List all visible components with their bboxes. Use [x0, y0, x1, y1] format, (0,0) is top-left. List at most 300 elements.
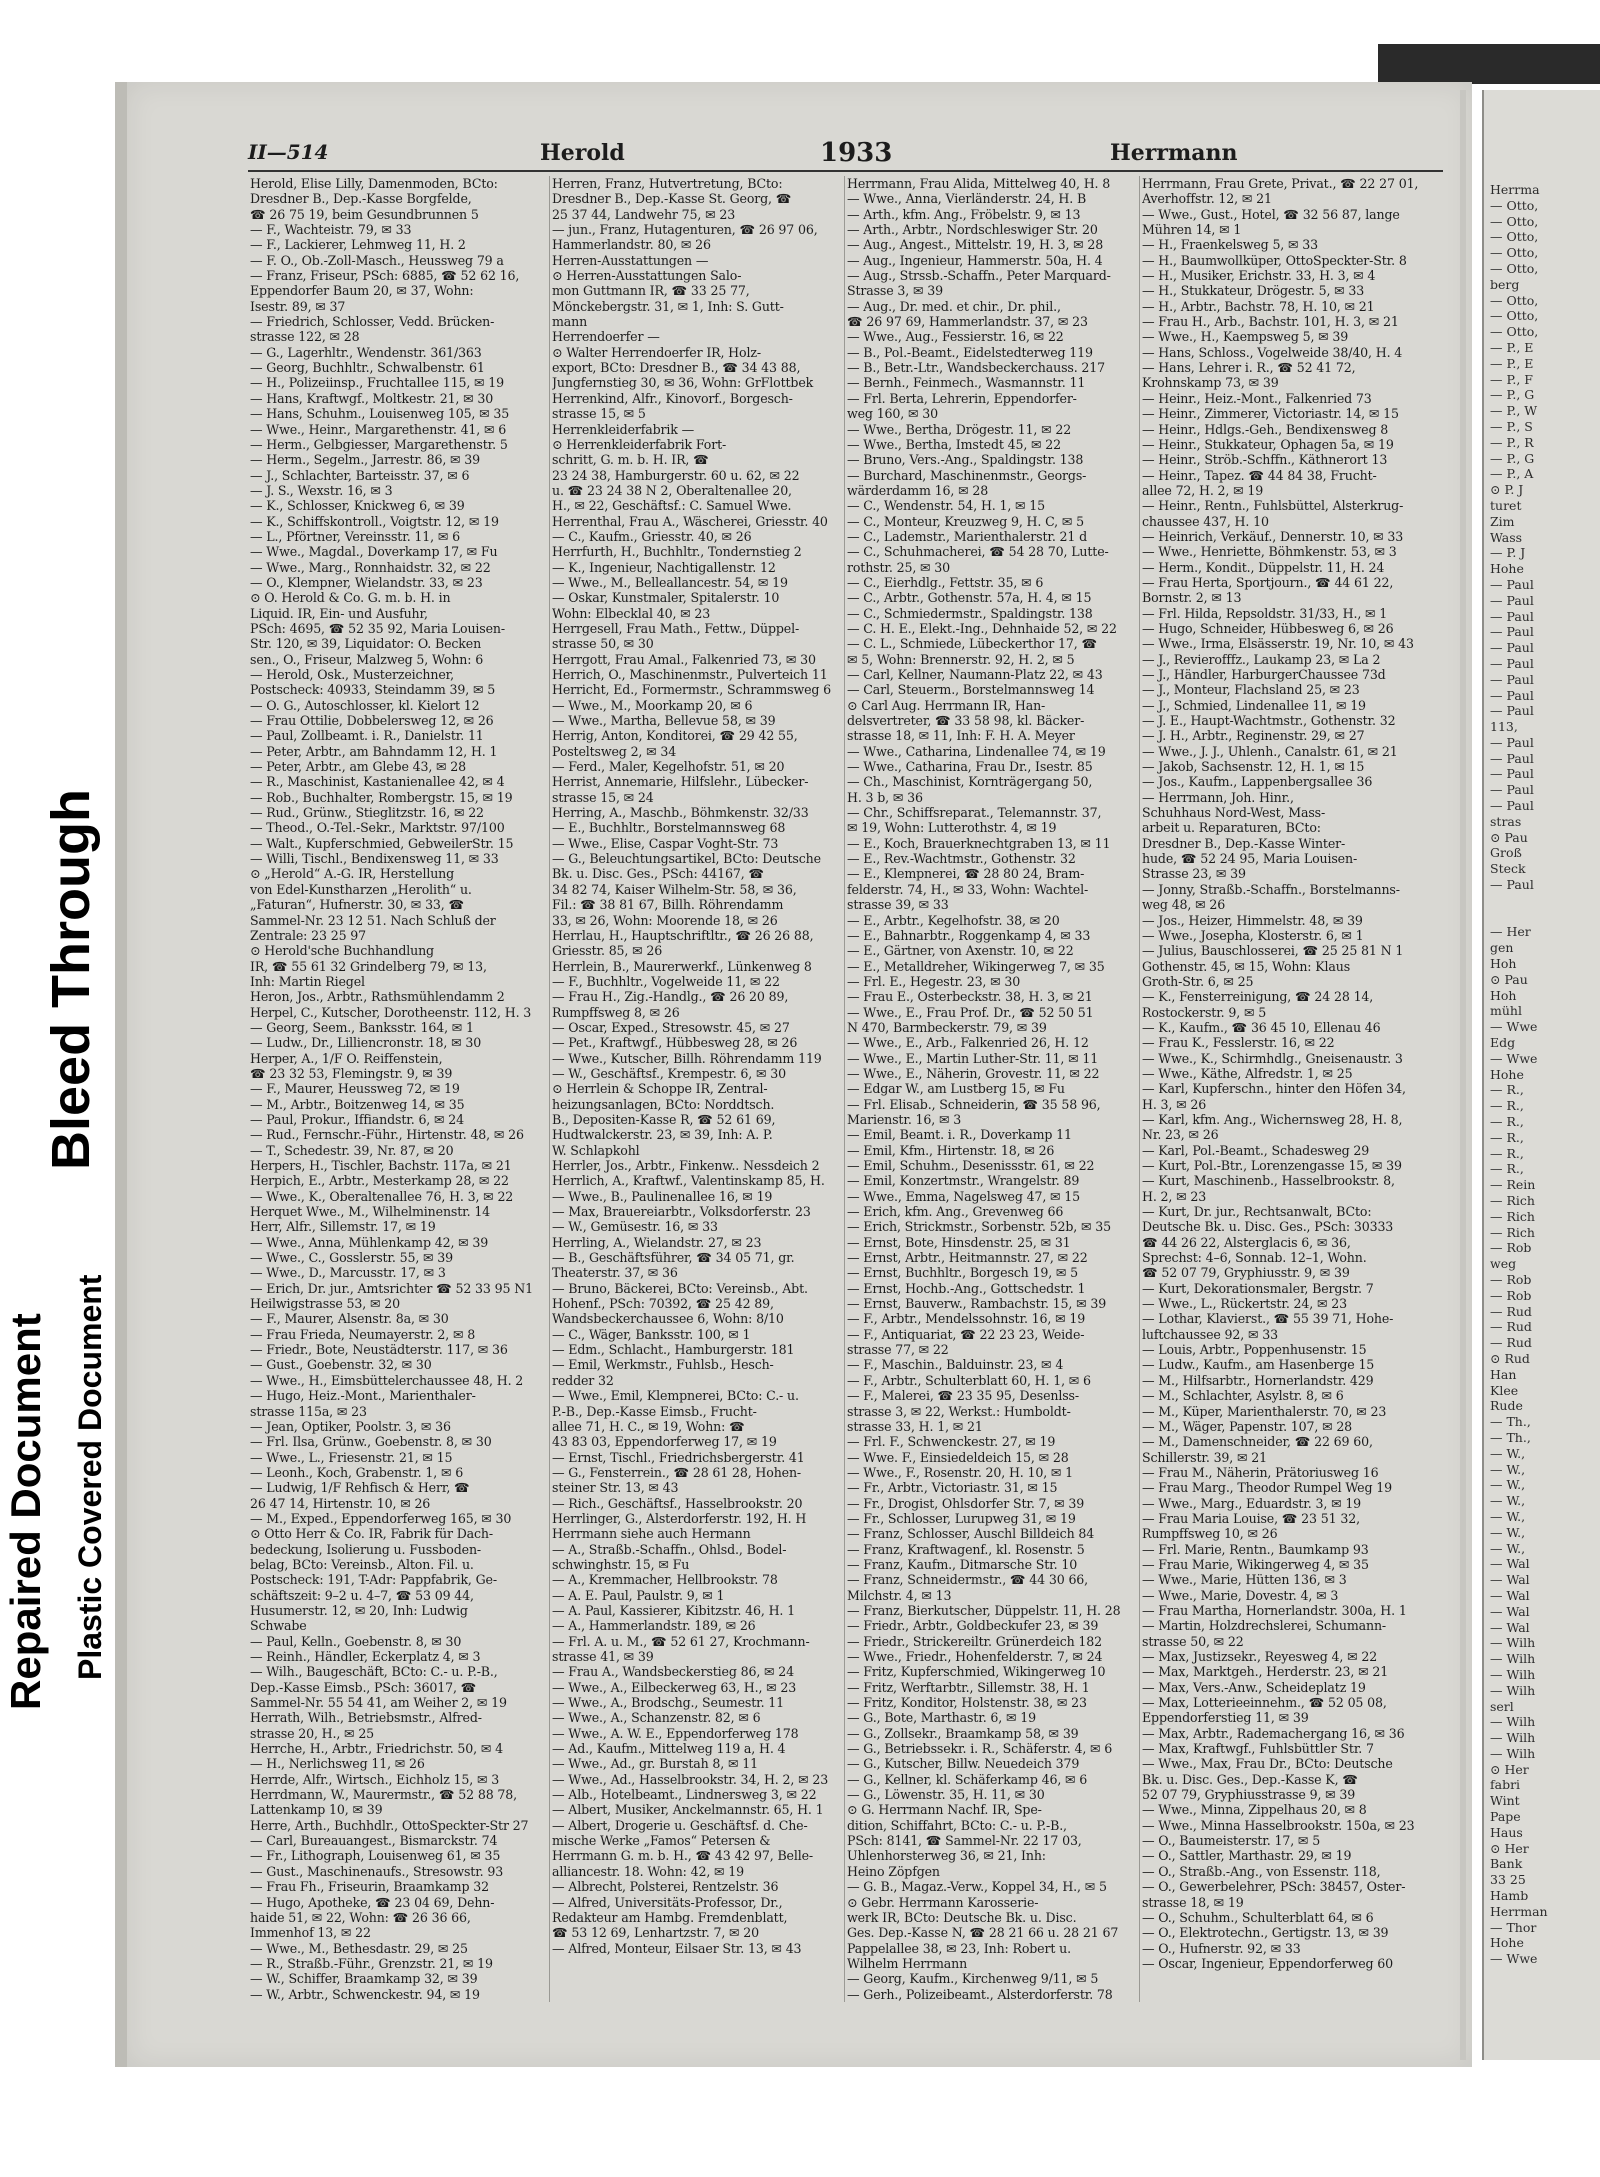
directory-column-2	[552, 176, 850, 1956]
directory-entry-line: — Peter, Arbtr., am Bahndamm 12, H. 1	[250, 743, 498, 759]
directory-entry-line: — Herm., Kondit., Düppelstr. 11, H. 24	[1142, 559, 1385, 575]
directory-entry-line: — E., Metalldreher, Wikingerweg 7, ✉ 35	[847, 958, 1105, 974]
next-page-line: Pape	[1490, 1809, 1521, 1825]
directory-entry-line: Herr, Alfr., Sillemstr. 17, ✉ 19	[250, 1219, 436, 1235]
directory-entry-line: Herrmann G. m. b. H., ☎ 43 42 97, Belle-	[552, 1848, 814, 1864]
directory-entry-line: — Rud., Grünw., Stieglitzstr. 16, ✉ 22	[250, 805, 484, 821]
next-page-line: — Wal	[1490, 1572, 1530, 1588]
directory-entry-line: — Frl. Elisab., Schneiderin, ☎ 35 58 96,	[847, 1096, 1101, 1112]
page-number: II—514	[248, 140, 329, 164]
directory-entry-line: — Arth., Arbtr., Nordschleswiger Str. 20	[847, 222, 1098, 238]
directory-entry-line: Herrling, A., Wielandstr. 27, ✉ 23	[552, 1234, 762, 1250]
directory-entry-line: Redakteur am Hambg. Fremdenblatt,	[552, 1909, 788, 1925]
directory-entry-line: — Peter, Arbtr., am Glebe 43, ✉ 28	[250, 759, 467, 775]
directory-entry-line: — G., Beleuchtungsartikel, BCto: Deutsche	[552, 851, 821, 867]
next-page-line: — Rud	[1490, 1335, 1532, 1351]
directory-entry-line: — Wwe., Catharina, Frau Dr., Isestr. 85	[847, 759, 1093, 775]
header-year: 1933	[820, 138, 893, 168]
directory-entry-line: Wilhelm Herrmann	[847, 1955, 968, 1971]
directory-entry-line: Eppendorferstieg 11, ✉ 39	[1142, 1710, 1309, 1726]
page-edge	[1460, 90, 1466, 2060]
next-page-line: — Paul	[1490, 671, 1534, 687]
directory-entry-line: Immenhof 13, ✉ 22	[250, 1925, 371, 1941]
directory-entry-line: weg 48, ✉ 26	[1142, 897, 1226, 913]
directory-entry-line: Isestr. 89, ✉ 37	[250, 298, 346, 314]
next-page-line: — Rud	[1490, 1303, 1532, 1319]
directory-entry-line: Wandsbeckerchaussee 6, Wohn: 8/10	[552, 1311, 784, 1327]
directory-entry-line: — Herold, Osk., Musterzeichner,	[250, 667, 454, 682]
directory-entry-line: — H., Musiker, Erichstr. 33, H. 3, ✉ 4	[1142, 268, 1376, 284]
directory-entry-line: strasse 18, ✉ 19	[1142, 1894, 1244, 1910]
directory-entry-line: — Max, Justizsekr., Reyesweg 4, ✉ 22	[1142, 1649, 1378, 1664]
directory-entry-line: — Franz, Kraftwagenf., kl. Rosenstr. 5	[847, 1541, 1085, 1557]
directory-entry-line: Herrig, Anton, Konditorei, ☎ 29 42 55,	[552, 728, 798, 744]
directory-entry-line: — Frau H., Zig.-Handlg., ☎ 26 20 89,	[552, 989, 789, 1005]
directory-entry-line: hude, ☎ 52 24 95, Maria Louisen-	[1142, 851, 1358, 867]
directory-entry-line: — B., Geschäftsführer, ☎ 34 05 71, gr.	[552, 1250, 795, 1266]
next-page-line: Hoh	[1490, 987, 1517, 1003]
next-page-line: Hohe	[1490, 561, 1524, 577]
directory-entry-line: — Wwe., B., Paulinenallee 16, ✉ 19	[552, 1188, 773, 1204]
directory-entry-line: — Louis, Arbtr., Poppenhusenstr. 15	[1142, 1342, 1367, 1358]
header-right-word: Herrmann	[1110, 140, 1238, 166]
directory-entry-line: Herrlau, H., Hauptschriftltr., ☎ 26 26 88,	[552, 927, 814, 943]
next-page-line: 113,	[1490, 719, 1518, 735]
directory-entry-line: Hammerlandstr. 80, ✉ 26	[552, 237, 711, 253]
directory-entry-line: — Max, Brauereiarbtr., Volksdorferstr. 23	[552, 1204, 811, 1220]
directory-entry-line: — W., Schiffer, Braamkamp 32, ✉ 39	[250, 1971, 478, 1987]
directory-entry-line: — M., Exped., Eppendorferweg 165, ✉ 30	[250, 1510, 512, 1526]
directory-entry-line: — C., Monteur, Kreuzweg 9, H. C, ✉ 5	[847, 513, 1084, 529]
next-page-line: — R.,	[1490, 1098, 1524, 1114]
directory-entry-line: 23 24 38, Hamburgerstr. 60 u. 62, ✉ 22	[552, 467, 800, 483]
directory-entry-line: — Wwe., H., Eimsbüttelerchaussee 48, H. 2	[250, 1372, 524, 1388]
directory-entry-line: — Albert, Musiker, Anckelmannstr. 65, H. 1	[552, 1802, 824, 1818]
directory-entry-line: Rostockerstr. 9, ✉ 5	[1142, 1004, 1267, 1020]
directory-entry-line: — Bernh., Feinmech., Wasmannstr. 11	[847, 375, 1086, 391]
directory-entry-line: — A. Paul, Kassierer, Kibitzstr. 46, H. 1	[552, 1602, 795, 1618]
directory-entry-line: Herpers, H., Tischler, Bachstr. 117a, ✉ 21	[250, 1158, 512, 1173]
directory-entry-line: — Heinr., Ströb.-Schffn., Käthnerort 13	[1142, 452, 1388, 468]
directory-entry-line: Nr. 23, ✉ 26	[1142, 1127, 1219, 1143]
directory-entry-line: belag, BCto: Vereinsb., Alton. Fil. u.	[250, 1556, 474, 1572]
next-page-line: — Rich	[1490, 1224, 1535, 1240]
next-page-line: — Th.,	[1490, 1429, 1531, 1445]
directory-entry-line: ⊙ Herold'sche Buchhandlung	[250, 943, 434, 959]
directory-entry-line: mann	[552, 314, 588, 330]
directory-entry-line: — Wwe., Bertha, Imstedt 45, ✉ 22	[847, 436, 1062, 452]
directory-entry-line: — Wwe., Ad., gr. Burstah 8, ✉ 11	[552, 1756, 758, 1772]
directory-entry-line: Herold, Elise Lilly, Damenmoden, BCto:	[250, 176, 498, 191]
directory-entry-line: Bk. u. Disc. Ges., PSch: 44167, ☎	[552, 866, 764, 882]
next-page-line: Wint	[1490, 1793, 1520, 1809]
directory-entry-line: — J., Händler, HarburgerChaussee 73d	[1142, 667, 1386, 682]
directory-entry-line: delsvertreter, ☎ 33 58 98, kl. Bäcker-	[847, 713, 1085, 729]
next-page-line: — Rich	[1490, 1208, 1535, 1224]
directory-entry-line: — Willi, Tischl., Bendixensweg 11, ✉ 33	[250, 851, 499, 867]
directory-entry-line: — G., Bote, Marthastr. 6, ✉ 19	[847, 1710, 1036, 1726]
directory-entry-line: — Lothar, Klavierst., ☎ 55 39 71, Hohe-	[1142, 1311, 1394, 1327]
directory-entry-line: — Frau Frieda, Neumayerstr. 2, ✉ 8	[250, 1326, 476, 1342]
next-page-line: — Otto,	[1490, 229, 1539, 245]
next-page-line: — Paul	[1490, 750, 1534, 766]
next-page-line: — Paul	[1490, 734, 1534, 750]
directory-entry-line: W. Schlapkohl	[552, 1142, 640, 1158]
directory-entry-line: Rumpffsweg 10, ✉ 26	[1142, 1526, 1278, 1542]
directory-entry-line: — Kurt, Dekorationsmaler, Bergstr. 7	[1142, 1280, 1374, 1296]
directory-entry-line: ⊙ O. Herold & Co. G. m. b. H. in	[250, 590, 451, 606]
directory-entry-line: — Frl. Ilsa, Grünw., Goebenstr. 8, ✉ 30	[250, 1434, 492, 1450]
next-page-line: 33 25	[1490, 1872, 1526, 1888]
directory-entry-line: — Edm., Schlacht., Hamburgerstr. 181	[552, 1342, 795, 1358]
directory-entry-line: — Wwe., Magdal., Doverkamp 17, ✉ Fu	[250, 544, 498, 560]
directory-entry-line: — Paul, Prokur., Iffiandstr. 6, ✉ 24	[250, 1111, 464, 1127]
directory-entry-line: Herrlich, A., Kraftwf., Valentinskamp 85, H.	[552, 1173, 825, 1189]
directory-entry-line: — Herrmann, Joh. Hinr.,	[1142, 789, 1294, 805]
directory-entry-line: Mühren 14, ✉ 1	[1142, 222, 1242, 238]
directory-entry-line: ☎ 23 32 53, Flemingstr. 9, ✉ 39	[250, 1065, 453, 1081]
directory-entry-line: — Ernst, Bauverw., Rambachstr. 15, ✉ 39	[847, 1296, 1107, 1312]
directory-entry-line: — Wwe., Kutscher, Billh. Röhrendamm 119	[552, 1050, 822, 1066]
directory-entry-line: ☎ 26 97 69, Hammerlandstr. 37, ✉ 23	[847, 314, 1088, 330]
directory-entry-line: — Fr., Schlosser, Lurupweg 31, ✉ 19	[847, 1510, 1076, 1526]
directory-entry-line: mische Werke „Famos“ Petersen &	[552, 1833, 771, 1849]
directory-entry-line: Dresdner B., Dep.-Kasse St. Georg, ☎	[552, 191, 792, 207]
next-page-line: — Wwe	[1490, 1050, 1538, 1066]
directory-entry-line: — Leonh., Koch, Grabenstr. 1, ✉ 6	[250, 1464, 464, 1480]
directory-entry-line: — Herm., Gelbgiesser, Margarethenstr. 5	[250, 436, 508, 452]
directory-entry-line: — Ernst, Arbtr., Heitmannstr. 27, ✉ 22	[847, 1250, 1088, 1266]
next-page-line: — Paul	[1490, 766, 1534, 782]
directory-entry-line: — Hugo, Apotheke, ☎ 23 04 69, Dehn-	[250, 1894, 495, 1910]
directory-entry-line: — Fr., Lithograph, Louisenweg 61, ✉ 35	[250, 1848, 501, 1864]
directory-entry-line: — Wwe., Max, Frau Dr., BCto: Deutsche	[1142, 1756, 1393, 1772]
directory-entry-line: — W., Arbtr., Schwenckestr. 94, ✉ 19	[250, 1986, 480, 2002]
directory-entry-line: Herrler, Jos., Arbtr., Finkenw.. Nessdeich 2	[552, 1158, 820, 1173]
directory-entry-line: — Wwe., A., Eilbeckerweg 63, H., ✉ 23	[552, 1679, 797, 1695]
directory-entry-line: — Frau Marg., Theodor Rumpel Weg 19	[1142, 1480, 1392, 1496]
directory-entry-line: Herricht, Ed., Formermstr., Schrammsweg 6	[552, 682, 832, 698]
directory-entry-line: — Hans, Kraftwgf., Moltkestr. 21, ✉ 30	[250, 390, 494, 406]
next-page-line: — Paul	[1490, 624, 1534, 640]
directory-entry-line: — K., Schlosser, Knickweg 6, ✉ 39	[250, 498, 465, 514]
directory-entry-line: — Kurt, Pol.-Btr., Lorenzengasse 15, ✉ 39	[1142, 1158, 1402, 1173]
next-page-line: Klee	[1490, 1382, 1519, 1398]
directory-entry-line: — Oskar, Kunstmaler, Spitalerstr. 10	[552, 590, 780, 606]
directory-entry-line: Herpich, E., Arbtr., Mesterkamp 28, ✉ 22	[250, 1173, 509, 1189]
directory-entry-line: schritt, G. m. b. H. IR, ☎	[552, 452, 709, 468]
directory-entry-line: — Frau Ottilie, Dobbelersweg 12, ✉ 26	[250, 713, 494, 729]
directory-entry-line: — G., Zollsekr., Braamkamp 58, ✉ 39	[847, 1725, 1079, 1741]
directory-entry-line: H., ✉ 22, Geschäftsf.: C. Samuel Wwe.	[552, 498, 792, 514]
directory-entry-line: — H., Arbtr., Bachstr. 78, H. 10, ✉ 21	[1142, 298, 1375, 314]
directory-entry-line: — Emil, Konzertmstr., Wrangelstr. 89	[847, 1173, 1080, 1189]
directory-entry-line: — F., Lackierer, Lehmweg 11, H. 2	[250, 237, 466, 253]
next-page-line: — Wilh	[1490, 1745, 1536, 1761]
next-page-line: ⊙ Her	[1490, 1761, 1529, 1777]
next-page-line: — P., W	[1490, 403, 1538, 419]
directory-entry-line: 26 47 14, Hirtenstr. 10, ✉ 26	[250, 1495, 431, 1511]
directory-entry-line: 43 83 03, Eppendorferweg 17, ✉ 19	[552, 1434, 777, 1450]
directory-entry-line: Herren, Franz, Hutvertretung, BCto:	[552, 176, 783, 191]
directory-entry-line: — Erich, Dr. jur., Amtsrichter ☎ 52 33 95 N1	[250, 1280, 533, 1296]
directory-entry-line: — Wwe., Irma, Elsässerstr. 19, Nr. 10, ✉ 43	[1142, 636, 1414, 652]
directory-entry-line: — O., Sattler, Marthastr. 29, ✉ 19	[1142, 1848, 1352, 1864]
next-page-line: — Rob	[1490, 1271, 1532, 1287]
directory-entry-line: — O., Hufnerstr. 92, ✉ 33	[1142, 1940, 1301, 1956]
directory-entry-line: haide 51, ✉ 22, Wohn: ☎ 26 36 66,	[250, 1909, 471, 1925]
directory-entry-line: — Wwe., K., Schirmhdlg., Gneisenaustr. 3	[1142, 1050, 1403, 1066]
directory-entry-line: Krohnskamp 73, ✉ 39	[1142, 375, 1279, 391]
next-page-line: — Wwe	[1490, 1019, 1538, 1035]
directory-entry-line: — M., Arbtr., Boitzenweg 14, ✉ 35	[250, 1096, 465, 1112]
directory-entry-line: — Heinr., Tapez. ☎ 44 84 38, Frucht-	[1142, 467, 1377, 483]
directory-entry-line: — Bruno, Vers.-Ang., Spaldingstr. 138	[847, 452, 1084, 468]
directory-entry-line: — Franz, Schneidermstr., ☎ 44 30 66,	[847, 1572, 1089, 1588]
directory-entry-line: u. ☎ 23 24 38 N 2, Oberaltenallee 20,	[552, 482, 792, 498]
directory-entry-line: Herquet Wwe., M., Wilhelminenstr. 14	[250, 1204, 491, 1220]
next-page-line: Wass	[1490, 529, 1523, 545]
next-page-line: — Otto,	[1490, 308, 1539, 324]
directory-entry-line: Milchstr. 4, ✉ 13	[847, 1587, 952, 1603]
directory-entry-line: — Georg, Seem., Banksstr. 164, ✉ 1	[250, 1019, 474, 1035]
directory-entry-line: wärderdamm 16, ✉ 28	[847, 482, 989, 498]
directory-entry-line: strasse 77, ✉ 22	[847, 1342, 949, 1358]
directory-entry-line: — Wwe., M., Moorkamp 20, ✉ 6	[552, 697, 753, 713]
next-page-line: — P., R	[1490, 434, 1534, 450]
directory-entry-line: — Karl, Pol.-Beamt., Schadesweg 29	[1142, 1142, 1370, 1158]
directory-entry-line: — G., Lagerhltr., Wendenstr. 361/363	[250, 344, 482, 360]
directory-entry-line: Averhoffstr. 12, ✉ 21	[1142, 191, 1272, 207]
directory-entry-line: — O., Schuhm., Schulterblatt 64, ✉ 6	[1142, 1909, 1374, 1925]
bleed-through-label: Bleed Through	[41, 789, 101, 1170]
directory-entry-line: — G., Kellner, kl. Schäferkamp 46, ✉ 6	[847, 1771, 1088, 1787]
directory-entry-line: — C., Kaufm., Griesstr. 40, ✉ 26	[552, 528, 752, 544]
next-page-line: — Otto,	[1490, 260, 1539, 276]
directory-entry-line: Schuhhaus Nord-West, Mass-	[1142, 805, 1326, 821]
directory-entry-line: alliancestr. 18. Wohn: 42, ✉ 19	[552, 1863, 745, 1879]
next-page-line: Herrman	[1490, 1903, 1548, 1919]
directory-entry-line: Herrenkind, Alfr., Kinovorf., Borgesch-	[552, 390, 793, 406]
directory-entry-line: — F., Wachteistr. 79, ✉ 33	[250, 222, 412, 238]
directory-entry-line: — Alfred, Monteur, Eilsaer Str. 13, ✉ 43	[552, 1940, 802, 1956]
directory-entry-line: — G., Kutscher, Billw. Neuedeich 379	[847, 1756, 1080, 1772]
directory-entry-line: — F., Buchhltr., Vogelweide 11, ✉ 22	[552, 973, 780, 989]
directory-entry-line: — Karl, Kupferschn., hinter den Höfen 34,	[1142, 1081, 1406, 1097]
directory-entry-line: ✉ 19, Wohn: Lutterothstr. 4, ✉ 19	[847, 820, 1057, 836]
directory-entry-line: — B., Pol.-Beamt., Eidelstedterweg 119	[847, 344, 1093, 360]
directory-entry-line: — Wwe., M., Belleallancestr. 54, ✉ 19	[552, 574, 788, 590]
directory-entry-line: — Wwe., Heinr., Margarethenstr. 41, ✉ 6	[250, 421, 507, 437]
directory-entry-line: — E., Koch, Brauerknechtgraben 13, ✉ 11	[847, 835, 1111, 851]
directory-entry-line: — Heinr., Stukkateur, Ophagen 5a, ✉ 19	[1142, 436, 1394, 452]
directory-entry-line: — J. H., Arbtr., Reginenstr. 29, ✉ 27	[1142, 728, 1365, 744]
next-page-line: ⊙ P. J	[1490, 482, 1524, 498]
next-page-line: — Thor	[1490, 1919, 1537, 1935]
directory-entry-line: Herrde, Alfr., Wirtsch., Eichholz 15, ✉ 3	[250, 1771, 500, 1787]
directory-entry-line: — C. L., Schmiede, Lübeckerthor 17, ☎	[847, 636, 1097, 652]
directory-entry-line: strasse 15, ✉ 5	[552, 406, 646, 422]
next-page-line: — R.,	[1490, 1114, 1524, 1130]
directory-entry-line: IR, ☎ 55 61 32 Grindelberg 79, ✉ 13,	[250, 958, 487, 974]
directory-entry-line: — E., Klempnerei, ☎ 28 80 24, Bram-	[847, 866, 1085, 882]
directory-entry-line: — E., Bahnarbtr., Roggenkamp 4, ✉ 33	[847, 927, 1091, 943]
directory-entry-line: ⊙ Otto Herr & Co. IR, Fabrik für Dach-	[250, 1526, 494, 1542]
directory-entry-line: weg 160, ✉ 30	[847, 406, 938, 422]
directory-entry-line: — Wwe., Emma, Nagelsweg 47, ✉ 15	[847, 1188, 1081, 1204]
next-page-line: — Otto,	[1490, 292, 1539, 308]
next-page-line: — Paul	[1490, 608, 1534, 624]
next-page-line: — Wilh	[1490, 1730, 1536, 1746]
directory-entry-line: — M., Hilfsarbtr., Hornerlandstr. 429	[1142, 1372, 1374, 1388]
next-page-line: weg	[1490, 1256, 1517, 1272]
directory-entry-line: — O., Baumeisterstr. 17, ✉ 5	[1142, 1833, 1321, 1849]
directory-entry-line: — Burchard, Maschinenmstr., Georgs-	[847, 467, 1087, 483]
next-page-line: — Otto,	[1490, 324, 1539, 340]
directory-entry-line: — Wwe., Josepha, Klosterstr. 6, ✉ 1	[1142, 927, 1364, 943]
repaired-document-label: Repaired Document	[2, 1313, 49, 1710]
next-page-line: serl	[1490, 1698, 1514, 1714]
directory-entry-line: Herrich, O., Maschinenmstr., Pulverteich 11	[552, 667, 828, 682]
next-page-line: — P., G	[1490, 450, 1535, 466]
next-page-line: ⊙ Her	[1490, 1840, 1529, 1856]
directory-entry-line: — Edgar W., am Lustberg 15, ✉ Fu	[847, 1081, 1065, 1097]
directory-entry-line: — W., Geschäftsf., Krempestr. 6, ✉ 30	[552, 1065, 786, 1081]
directory-entry-line: — Wwe., Emil, Klempnerei, BCto: C.- u.	[552, 1388, 799, 1404]
directory-entry-line: — Fritz, Kupferschmied, Wikingerweg 10	[847, 1664, 1106, 1680]
next-page-line: — Her	[1490, 924, 1531, 940]
directory-entry-line: — Friedr., Bote, Neustädterstr. 117, ✉ 36	[250, 1342, 508, 1358]
directory-entry-line: — Wwe., A., Schanzenstr. 82, ✉ 6	[552, 1710, 761, 1726]
plastic-covered-label: Plastic Covered Document	[72, 1274, 108, 1680]
directory-entry-line: — R., Straßb.-Führ., Grenzstr. 21, ✉ 19	[250, 1955, 493, 1971]
directory-entry-line: — Ch., Maschinist, Kornträgergang 50,	[847, 774, 1093, 790]
directory-entry-line: — Wwe., Marie, Hütten 136, ✉ 3	[1142, 1572, 1347, 1588]
directory-entry-line: PSch: 4695, ☎ 52 35 92, Maria Louisen-	[250, 620, 505, 636]
directory-entry-line: — Georg, Buchhltr., Schwalbenstr. 61	[250, 360, 485, 376]
directory-entry-line: Strasse 3, ✉ 39	[847, 283, 943, 299]
next-page-line: Han	[1490, 1366, 1517, 1382]
directory-entry-line: — Friedr., Strickereiltr. Grünerdeich 182	[847, 1633, 1103, 1649]
next-page-text	[1484, 90, 1600, 1967]
directory-entry-line: Herrendoerfer —	[552, 329, 660, 345]
directory-entry-line: Schillerstr. 39, ✉ 21	[1142, 1449, 1267, 1465]
directory-entry-line: Herrenthal, Frau A., Wäscherei, Griesstr. 40	[552, 513, 828, 529]
directory-entry-line: ☎ 26 75 19, beim Gesundbrunnen 5	[250, 206, 479, 222]
directory-entry-line: Heino Zöpfgen	[847, 1863, 940, 1879]
directory-entry-line: — Arth., kfm. Ang., Fröbelstr. 9, ✉ 13	[847, 206, 1081, 222]
directory-entry-line: bedeckung, Isolierung u. Fussboden-	[250, 1541, 482, 1557]
next-page-line: — W.,	[1490, 1493, 1526, 1509]
directory-entry-line: ✉ 5, Wohn: Brennerstr. 92, H. 2, ✉ 5	[847, 651, 1075, 667]
directory-entry-line: Bornstr. 2, ✉ 13	[1142, 590, 1242, 606]
next-page-line: — W.,	[1490, 1508, 1526, 1524]
directory-entry-line: — Frl. Hilda, Repsoldstr. 31/33, H., ✉ 1	[1142, 605, 1388, 621]
directory-entry-line: — C., Schuhmacherei, ☎ 54 28 70, Lutte-	[847, 544, 1109, 560]
directory-entry-line: — Kurt, Dr. jur., Rechtsanwalt, BCto:	[1142, 1204, 1372, 1220]
directory-entry-line: — Heinr., Zimmerer, Victoriastr. 14, ✉ 15	[1142, 406, 1399, 422]
directory-entry-line: — C., Arbtr., Gothenstr. 57a, H. 4, ✉ 15	[847, 590, 1092, 606]
directory-entry-line: — Wwe., Henriette, Böhmkenstr. 53, ✉ 3	[1142, 544, 1397, 560]
directory-entry-line: — Wwe., Anna, Vierländerstr. 24, H. B	[847, 191, 1087, 207]
directory-entry-line: — C., Wendenstr. 54, H. 1, ✉ 15	[847, 498, 1046, 514]
directory-entry-line: strasse 41, ✉ 39	[552, 1649, 654, 1664]
directory-entry-line: — Aug., Dr. med. et chir., Dr. phil.,	[847, 298, 1061, 314]
next-page-line: — Wal	[1490, 1619, 1530, 1635]
directory-entry-line: strasse 20, H., ✉ 25	[250, 1725, 375, 1741]
directory-entry-line: — Max, Kraftwgf., Fuhlsbüttler Str. 7	[1142, 1741, 1374, 1757]
directory-entry-line: H. 3, ✉ 26	[1142, 1096, 1207, 1112]
directory-entry-line: strasse 33, H. 1, ✉ 21	[847, 1418, 983, 1434]
next-page-line: Hohe	[1490, 1935, 1524, 1951]
directory-entry-line: Theaterstr. 37, ✉ 36	[552, 1265, 678, 1281]
directory-entry-line: — Emil, Beamt. i. R., Doverkamp 11	[847, 1127, 1072, 1143]
directory-entry-line: Pappelallee 38, ✉ 23, Inh: Robert u.	[847, 1940, 1071, 1956]
next-page-line: ⊙ Pau	[1490, 829, 1528, 845]
directory-entry-line: — Frau Martha, Hornerlandstr. 300a, H. 1	[1142, 1602, 1407, 1618]
directory-entry-line: — Frau H., Arb., Bachstr. 101, H. 3, ✉ 21	[1142, 314, 1399, 330]
directory-entry-line: — Fritz, Konditor, Holstenstr. 38, ✉ 23	[847, 1695, 1087, 1711]
directory-entry-line: 34 82 74, Kaiser Wilhelm-Str. 58, ✉ 36,	[552, 881, 797, 897]
directory-entry-line: — Carl, Kellner, Naumann-Platz 22, ✉ 43	[847, 667, 1103, 682]
directory-entry-line: Sammel-Nr. 55 54 41, am Weiher 2, ✉ 19	[250, 1695, 507, 1711]
directory-entry-line: — O., Klempner, Wielandstr. 33, ✉ 23	[250, 574, 483, 590]
directory-entry-line: — Friedr., Arbtr., Goldbeckufer 23, ✉ 39	[847, 1618, 1099, 1634]
directory-entry-line: — Julius, Bauschlosserei, ☎ 25 25 81 N 1	[1142, 943, 1404, 959]
directory-entry-line: — Pet., Kraftwgf., Hübbesweg 28, ✉ 26	[552, 1035, 798, 1051]
directory-entry-line: Bk. u. Disc. Ges., Dep.-Kasse K, ☎	[1142, 1771, 1358, 1787]
next-page-line: — P., F	[1490, 371, 1533, 387]
next-page-line: — Paul	[1490, 576, 1534, 592]
next-page-line: — W.,	[1490, 1524, 1526, 1540]
directory-entry-line: Posteltsweg 2, ✉ 34	[552, 743, 677, 759]
directory-entry-line: — Wwe., A. W. E., Eppendorferweg 178	[552, 1725, 799, 1741]
next-page-line: — R.,	[1490, 1161, 1524, 1177]
directory-entry-line: — Wilh., Baugeschäft, BCto: C.- u. P.-B.,	[250, 1664, 498, 1680]
next-page-line: mühl	[1490, 1003, 1522, 1019]
directory-entry-line: — Wwe., Marg., Ronnhaidstr. 32, ✉ 22	[250, 559, 491, 575]
directory-entry-line: — Carl, Bureauangest., Bismarckstr. 74	[250, 1833, 498, 1849]
directory-entry-line: — Friedrich, Schlosser, Vedd. Brücken-	[250, 314, 495, 330]
next-page-line: — Wal	[1490, 1556, 1530, 1572]
next-page-line: Steck	[1490, 861, 1526, 877]
directory-entry-line: Lattenkamp 10, ✉ 39	[250, 1802, 383, 1818]
directory-entry-line: — F., Arbtr., Schulterblatt 60, H. 1, ✉ 6	[847, 1372, 1091, 1388]
directory-entry-line: PSch: 8141, ☎ Sammel-Nr. 22 17 03,	[847, 1833, 1082, 1849]
directory-entry-line: Sprechst: 4–6, Sonnab. 12–1, Wohn.	[1142, 1250, 1367, 1266]
directory-entry-line: — Jean, Optiker, Poolstr. 3, ✉ 36	[250, 1418, 451, 1434]
directory-entry-line: — M., Wäger, Papenstr. 107, ✉ 28	[1142, 1418, 1353, 1434]
directory-entry-line: B., Depositen-Kasse R, ☎ 52 61 69,	[552, 1111, 776, 1127]
directory-entry-line: Strasse 23, ✉ 39	[1142, 866, 1246, 882]
directory-entry-line: — Wwe., Käthe, Alfredstr. 1, ✉ 25	[1142, 1065, 1353, 1081]
directory-entry-line: export, BCto: Dresdner B., ☎ 34 43 88,	[552, 360, 801, 376]
header-left-word: Herold	[540, 140, 625, 166]
directory-entry-line: — Jakob, Sachsenstr. 12, H. 1, ✉ 15	[1142, 759, 1365, 775]
directory-entry-line: Herrmann, Frau Grete, Privat., ☎ 22 27 01,	[1142, 176, 1419, 191]
directory-entry-line: — Max, Lotterieeinnehm., ☎ 52 05 08,	[1142, 1695, 1387, 1711]
next-page-line: — P., A	[1490, 466, 1534, 482]
directory-entry-line: werk IR, BCto: Deutsche Bk. u. Disc.	[847, 1909, 1077, 1925]
directory-entry-line: — H., Stukkateur, Drögestr. 5, ✉ 33	[1142, 283, 1365, 299]
next-page-line: Groß	[1490, 845, 1522, 861]
scan-top-bar	[1378, 44, 1600, 84]
directory-entry-line: — T., Schedestr. 39, Nr. 87, ✉ 20	[250, 1142, 454, 1158]
next-page-line: Hohe	[1490, 1066, 1524, 1082]
directory-entry-line: — Wwe., Elise, Caspar Voght-Str. 73	[552, 835, 779, 851]
directory-entry-line: Inh: Martin Riegel	[250, 973, 365, 989]
directory-entry-line: — Franz, Schlosser, Auschl Billdeich 84	[847, 1526, 1095, 1542]
